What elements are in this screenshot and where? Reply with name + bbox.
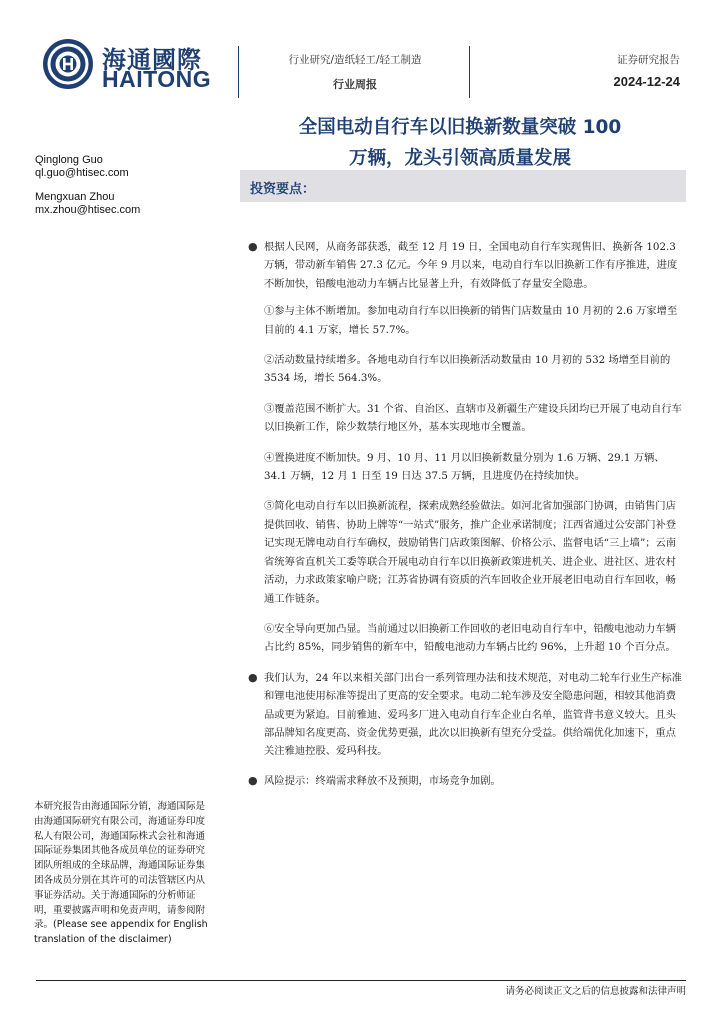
sub-point: ④置换进度不断加快。9 月、10 月、11 月以旧换新数量分别为 1.6 万辆、29.1 万辆、34.1 万辆，12 月 1 日至 19 日达 37.5 万辆，且进度仍在持续加快。 — [264, 451, 665, 483]
bullet-paragraph — [248, 238, 684, 293]
header-divider — [238, 46, 239, 98]
sub-point: ⑤简化电动自行车以旧换新流程，探索成熟经验做法。如河北省加强部门协调，由销售门店提供回收、销售、协助上牌等“一站式”服务，推广企业承诺制度；江西省通过公安部门补登记实现无牌电动自行车确权，鼓励销售门店政策图解、价格公示、监督电话“三上墙”；云南省统筹省直机关工委等联合开展电动自行车以旧换新政策进机关、进企业、进社区、进农村活动，力求政策家喻户晓；江苏省协调有资质的汽车回收企业开展老旧电动自行车回收，畅通工作链条。 — [264, 500, 677, 605]
paragraph-text: 根据人民网，从商务部获悉，截至 12 月 19 日，全国电动自行车实现售旧、换新各 102.3 万辆，带动新车销售 27.3 亿元。今年 9 月以来，电动自行车以旧换新工作有序推进，进度不断加快，铅酸电池动力车辆占比显著上升，有效降低了存量安全隐患。 — [264, 241, 678, 290]
logo-english-name: HAITONG — [102, 66, 212, 92]
bullet-icon: ● — [248, 240, 258, 253]
sub-point: ②活动数量持续增多。各地电动自行车以旧换新活动数量由 10 月初的 532 场增至目前的 3534 场，增长 564.3%。 — [264, 354, 671, 385]
bullet-icon: ● — [248, 773, 258, 787]
author-email[interactable]: mx.zhou@htisec.com — [35, 204, 141, 216]
haitong-logo-icon — [42, 38, 94, 90]
key-points-bar — [240, 170, 686, 202]
report-category: 行业研究/造纸轻工/轻工制造 — [288, 54, 422, 66]
footer-divider — [36, 980, 686, 981]
bullet-paragraph — [248, 669, 684, 761]
sub-point: ①参与主体不断增加。参加电动自行车以旧换新的销售门店数量由 10 月初的 2.6 万家增至目前的 4.1 万家，增长 57.7%。 — [264, 305, 678, 336]
bullet-icon: ● — [248, 670, 258, 684]
report-title-line: 全国电动自行车以旧换新数量突破 100 — [298, 117, 622, 138]
haitong-logo — [42, 38, 222, 94]
logo-chinese-name: 海通國際 — [102, 46, 202, 74]
key-points-label: 投资要点： — [250, 182, 316, 197]
report-date: 2024-12-24 — [613, 74, 680, 89]
report-type: 行业周报 — [333, 78, 377, 91]
header-divider — [469, 46, 470, 98]
author — [35, 191, 225, 217]
sub-point: ③覆盖范围不断扩大。31 个省、自治区、直辖市及新疆生产建设兵团均已开展了电动自行车以旧换新工作，除少数禁行地区外，基本实现地市全覆盖。 — [264, 402, 682, 434]
report-title — [240, 112, 680, 174]
paragraph-text: 风险提示：终端需求释放不及预期，市场竞争加剧。 — [264, 774, 501, 787]
main-content — [248, 238, 684, 790]
bullet-paragraph — [248, 772, 684, 790]
sub-point: ⑥安全导向更加凸显。当前通过以旧换新工作回收的老旧电动自行车中，铅酸电池动力车辆占比约 85%，同步销售的新车中，铅酸电池动力车辆占比约 96%，上升超 10 个百分点。 — [264, 622, 676, 654]
author-email[interactable]: ql.guo@htisec.com — [35, 167, 129, 179]
paragraph-text: 我们认为，24 年以来相关部门出台一系列管理办法和技术规范，对电动二轮车行业生产标准和锂电池使用标准等提出了更高的安全要求。电动二轮车涉及安全隐患问题，相较其他消费品或更为紧迫。目前雅迪、爱玛多厂进入电动自行车企业白名单，监管背书意义较大。且头部品牌知名度更高、资金优势更强，此次以旧换新有望充分受益。供给端优化加速下，重点关注雅迪控股、爱玛科技。 — [264, 671, 682, 758]
disclaimer: 本研究报告由海通国际分销，海通国际是由海通国际研究有限公司，海通证券印度私人有限公司，海通国际株式会社和海通国际证券集团其他各成员单位的证券研究团队所组成的全球品牌，海通国际证券集团各成员分别在其许可的司法管辖区内从事证券活动。关于海通国际的分析师证明，重要披露声明和免责声明，请参阅附录。(Please see appendix for English translation of the disclaimer) — [34, 801, 208, 946]
footer-notice: 请务必阅读正文之后的信息披露和法律声明 — [505, 986, 686, 997]
author — [35, 154, 225, 180]
author-name: Qinglong Guo — [35, 154, 103, 166]
author-name: Mengxuan Zhou — [35, 191, 115, 203]
report-kind: 证券研究报告 — [617, 54, 680, 66]
author-list — [35, 154, 225, 228]
report-title-line: 万辆，龙头引领高质量发展 — [348, 148, 571, 169]
